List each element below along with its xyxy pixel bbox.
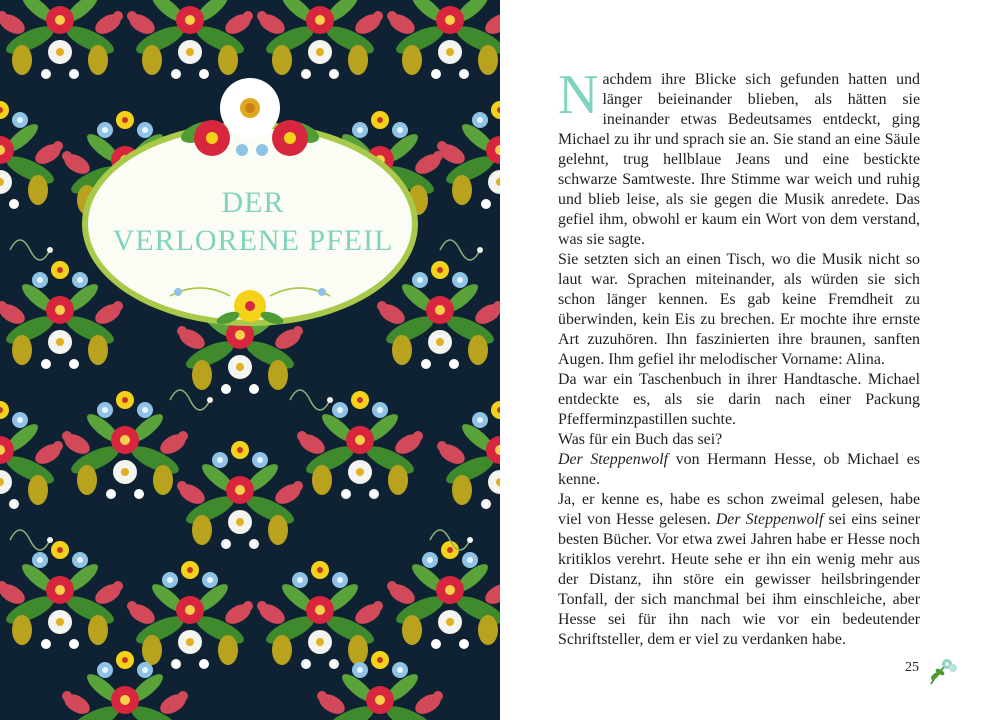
- book-title-line-2: VERLORENE PFEIL: [112, 224, 394, 257]
- book-title-italic: Der Steppenwolf: [558, 451, 669, 468]
- paragraph-1: [558, 64, 920, 250]
- body-text: [558, 64, 920, 650]
- paragraph-2: Sie setzten sich an einen Tisch, wo die Musik nicht so laut war. Sprachen miteinander, als würden sie sich schon länger kennen. Es gab keine Fremdheit zu überwinden, kein Eis zu brechen. Er mochte ihre ernste Art zuzuhören. Ihn faszinierten ihre braunen, sanften Augen. Ihm gefiel ihr melodischer Vorname: Alina.: [558, 251, 920, 368]
- paragraph-5: [558, 450, 920, 490]
- paragraph-6-text-a: Ja, er kenne es, habe es schon zweimal gelesen, habe viel von Hesse gelesen.: [558, 491, 920, 528]
- book-title-italic-2: Der Steppenwolf: [715, 511, 824, 528]
- paragraph-1-text: achdem ihre Blicke sich gefunden hatten und länger beieinander blieben, als hätten sie ineinander etwas Bedeutsames entdeckt, ging Michael zu ihr und sprach sie an. Sie stand an eine Säule gelehnt, trug hellblaue Jeans und eine bestickte schwarze Samtweste. Ihre Stimme war weich und ruhig und blieb leise, als sie gegen die Musik anredete. Das gefiel ihm, obwohl er kaum ein Wort von dem verstand, was sie sagte.: [558, 71, 920, 248]
- page-number: 25: [905, 660, 919, 675]
- paragraph-5-text: von Hermann Hesse, ob Michael es kenne.: [558, 451, 920, 488]
- paragraph-4: Was für ein Buch das sei?: [558, 431, 723, 448]
- book-title-line-1: DER: [221, 186, 285, 219]
- paragraph-6-text-b: sei eins seiner besten Bücher. Vor etwa zwei Jahren habe er Hesse noch kritiklos verehrt. Heute sehe er ihn ein wenig mehr aus der Distanz, ihn störe ein gewisser heilsbringender Tonfall, der sich manchmal bei ihm einschleiche, aber Hesse sei für ihn nach wie vor ein bedeutender Schriftsteller, dem er viel zu verdanken habe.: [558, 511, 920, 648]
- flower-sprig-icon: [925, 654, 959, 688]
- paragraph-3: Da war ein Taschenbuch in ihrer Handtasche. Michael entdeckte es, als sie darin nach einer Packung Pfefferminzpastillen suchte.: [558, 371, 920, 428]
- drop-cap: N: [558, 64, 599, 126]
- paragraph-6: [558, 490, 920, 650]
